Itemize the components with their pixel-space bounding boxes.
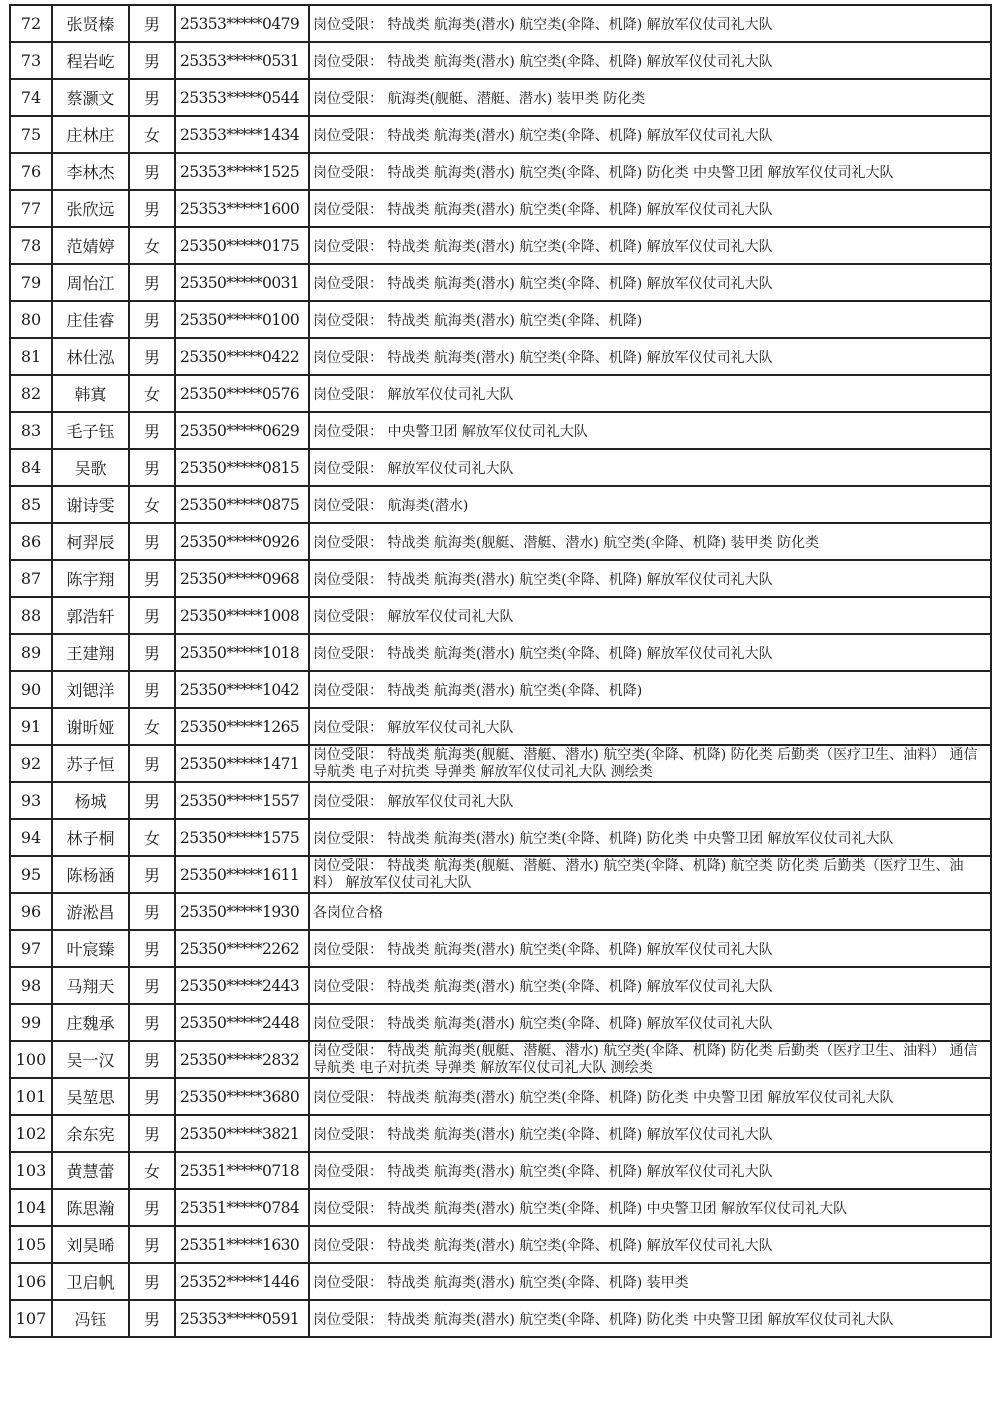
table-row bbox=[10, 1004, 991, 1041]
id-number: 25350*****2832 bbox=[175, 1041, 309, 1078]
table-row bbox=[10, 227, 991, 264]
restriction-remark: 岗位受限： 特战类 航海类(舰艇、潜艇、潜水) 航空类(伞降、机降) 防化类 后勤类（医疗卫生、油料） 通信导航类 电子对抗类 导弹类 解放军仪仗司礼大队 测绘类 bbox=[309, 745, 991, 782]
restriction-remark: 岗位受限： 特战类 航海类(潜水) 航空类(伞降、机降) 防化类 中央警卫团 解放军仪仗司礼大队 bbox=[309, 819, 991, 856]
person-sex: 男 bbox=[129, 5, 175, 42]
person-name: 吴堃思 bbox=[52, 1078, 129, 1115]
person-name: 冯钰 bbox=[52, 1300, 129, 1337]
id-number: 25351*****0718 bbox=[175, 1152, 309, 1189]
table-row bbox=[10, 930, 991, 967]
table-row bbox=[10, 671, 991, 708]
id-number: 25350*****2443 bbox=[175, 967, 309, 1004]
table-row bbox=[10, 5, 991, 42]
restriction-remark: 岗位受限： 特战类 航海类(潜水) 航空类(伞降、机降) 解放军仪仗司礼大队 bbox=[309, 338, 991, 375]
table-row bbox=[10, 967, 991, 1004]
results-table bbox=[9, 4, 992, 1338]
table-row bbox=[10, 1078, 991, 1115]
row-number: 103 bbox=[10, 1152, 52, 1189]
row-number: 106 bbox=[10, 1263, 52, 1300]
person-name: 杨城 bbox=[52, 782, 129, 819]
restriction-remark: 岗位受限： 特战类 航海类(潜水) 航空类(伞降、机降) 解放军仪仗司礼大队 bbox=[309, 264, 991, 301]
id-number: 25350*****1008 bbox=[175, 597, 309, 634]
row-number: 81 bbox=[10, 338, 52, 375]
restriction-remark: 岗位受限： 航海类(潜水) bbox=[309, 486, 991, 523]
person-sex: 男 bbox=[129, 893, 175, 930]
row-number: 102 bbox=[10, 1115, 52, 1152]
table-row bbox=[10, 560, 991, 597]
row-number: 99 bbox=[10, 1004, 52, 1041]
restriction-remark: 岗位受限： 特战类 航海类(舰艇、潜艇、潜水) 航空类(伞降、机降) 航空类 防化类 后勤类（医疗卫生、油料） 解放军仪仗司礼大队 bbox=[309, 856, 991, 893]
table-row bbox=[10, 1263, 991, 1300]
person-name: 柯羿辰 bbox=[52, 523, 129, 560]
restriction-remark: 岗位受限： 特战类 航海类(潜水) 航空类(伞降、机降) 解放军仪仗司礼大队 bbox=[309, 1004, 991, 1041]
restriction-remark: 岗位受限： 特战类 航海类(潜水) 航空类(伞降、机降) 解放军仪仗司礼大队 bbox=[309, 190, 991, 227]
person-name: 黄慧蕾 bbox=[52, 1152, 129, 1189]
table-row bbox=[10, 153, 991, 190]
id-number: 25350*****0100 bbox=[175, 301, 309, 338]
id-number: 25350*****0422 bbox=[175, 338, 309, 375]
person-name: 范婧婷 bbox=[52, 227, 129, 264]
person-sex: 男 bbox=[129, 1263, 175, 1300]
table-row bbox=[10, 1300, 991, 1337]
id-number: 25353*****1600 bbox=[175, 190, 309, 227]
restriction-remark: 岗位受限： 特战类 航海类(潜水) 航空类(伞降、机降) 解放军仪仗司礼大队 bbox=[309, 1152, 991, 1189]
person-name: 林子桐 bbox=[52, 819, 129, 856]
row-number: 100 bbox=[10, 1041, 52, 1078]
row-number: 87 bbox=[10, 560, 52, 597]
id-number: 25353*****0591 bbox=[175, 1300, 309, 1337]
person-name: 郭浩轩 bbox=[52, 597, 129, 634]
row-number: 105 bbox=[10, 1226, 52, 1263]
restriction-remark: 岗位受限： 特战类 航海类(潜水) 航空类(伞降、机降) bbox=[309, 301, 991, 338]
row-number: 88 bbox=[10, 597, 52, 634]
row-number: 79 bbox=[10, 264, 52, 301]
restriction-remark: 岗位受限： 解放军仪仗司礼大队 bbox=[309, 782, 991, 819]
table-row bbox=[10, 412, 991, 449]
row-number: 77 bbox=[10, 190, 52, 227]
restriction-remark: 岗位受限： 特战类 航海类(潜水) 航空类(伞降、机降) 解放军仪仗司礼大队 bbox=[309, 1226, 991, 1263]
person-name: 蔡灏文 bbox=[52, 79, 129, 116]
person-sex: 男 bbox=[129, 264, 175, 301]
table-row bbox=[10, 523, 991, 560]
id-number: 25353*****0544 bbox=[175, 79, 309, 116]
person-sex: 男 bbox=[129, 856, 175, 893]
id-number: 25350*****0175 bbox=[175, 227, 309, 264]
person-sex: 男 bbox=[129, 1189, 175, 1226]
person-name: 王建翔 bbox=[52, 634, 129, 671]
restriction-remark: 岗位受限： 特战类 航海类(潜水) 航空类(伞降、机降) 防化类 中央警卫团 解放军仪仗司礼大队 bbox=[309, 1300, 991, 1337]
table-row bbox=[10, 893, 991, 930]
row-number: 80 bbox=[10, 301, 52, 338]
person-sex: 男 bbox=[129, 1115, 175, 1152]
restriction-remark: 岗位受限： 特战类 航海类(潜水) 航空类(伞降、机降) 解放军仪仗司礼大队 bbox=[309, 930, 991, 967]
person-name: 庄魏承 bbox=[52, 1004, 129, 1041]
id-number: 25353*****1434 bbox=[175, 116, 309, 153]
person-sex: 男 bbox=[129, 42, 175, 79]
person-sex: 男 bbox=[129, 782, 175, 819]
person-sex: 男 bbox=[129, 560, 175, 597]
row-number: 96 bbox=[10, 893, 52, 930]
person-sex: 女 bbox=[129, 486, 175, 523]
restriction-remark: 各岗位合格 bbox=[309, 893, 991, 930]
row-number: 84 bbox=[10, 449, 52, 486]
person-name: 程岩屹 bbox=[52, 42, 129, 79]
person-name: 苏子恒 bbox=[52, 745, 129, 782]
person-sex: 男 bbox=[129, 412, 175, 449]
table-row bbox=[10, 79, 991, 116]
person-name: 李林杰 bbox=[52, 153, 129, 190]
row-number: 86 bbox=[10, 523, 52, 560]
id-number: 25352*****1446 bbox=[175, 1263, 309, 1300]
person-sex: 女 bbox=[129, 819, 175, 856]
id-number: 25350*****3821 bbox=[175, 1115, 309, 1152]
person-sex: 男 bbox=[129, 1041, 175, 1078]
id-number: 25350*****1557 bbox=[175, 782, 309, 819]
restriction-remark: 岗位受限： 特战类 航海类(潜水) 航空类(伞降、机降) 防化类 中央警卫团 解放军仪仗司礼大队 bbox=[309, 153, 991, 190]
person-name: 谢昕娅 bbox=[52, 708, 129, 745]
restriction-remark: 岗位受限： 特战类 航海类(潜水) 航空类(伞降、机降) 解放军仪仗司礼大队 bbox=[309, 42, 991, 79]
person-sex: 女 bbox=[129, 116, 175, 153]
table-row bbox=[10, 42, 991, 79]
person-name: 余东宪 bbox=[52, 1115, 129, 1152]
person-sex: 男 bbox=[129, 449, 175, 486]
person-sex: 男 bbox=[129, 1078, 175, 1115]
row-number: 101 bbox=[10, 1078, 52, 1115]
restriction-remark: 岗位受限： 特战类 航海类(潜水) 航空类(伞降、机降) 解放军仪仗司礼大队 bbox=[309, 5, 991, 42]
row-number: 73 bbox=[10, 42, 52, 79]
person-name: 庄林庄 bbox=[52, 116, 129, 153]
person-sex: 男 bbox=[129, 745, 175, 782]
restriction-remark: 岗位受限： 中央警卫团 解放军仪仗司礼大队 bbox=[309, 412, 991, 449]
person-name: 陈杨涵 bbox=[52, 856, 129, 893]
id-number: 25350*****1930 bbox=[175, 893, 309, 930]
table-row bbox=[10, 375, 991, 412]
person-sex: 女 bbox=[129, 375, 175, 412]
id-number: 25350*****2262 bbox=[175, 930, 309, 967]
row-number: 93 bbox=[10, 782, 52, 819]
person-name: 周怡江 bbox=[52, 264, 129, 301]
restriction-remark: 岗位受限： 特战类 航海类(潜水) 航空类(伞降、机降) bbox=[309, 671, 991, 708]
person-name: 卫启帆 bbox=[52, 1263, 129, 1300]
person-name: 张欣远 bbox=[52, 190, 129, 227]
person-sex: 男 bbox=[129, 597, 175, 634]
restriction-remark: 岗位受限： 解放军仪仗司礼大队 bbox=[309, 597, 991, 634]
person-name: 游淞昌 bbox=[52, 893, 129, 930]
table-row bbox=[10, 856, 991, 893]
id-number: 25353*****0531 bbox=[175, 42, 309, 79]
person-name: 陈宇翔 bbox=[52, 560, 129, 597]
table-row bbox=[10, 819, 991, 856]
row-number: 91 bbox=[10, 708, 52, 745]
id-number: 25350*****1265 bbox=[175, 708, 309, 745]
restriction-remark: 岗位受限： 解放军仪仗司礼大队 bbox=[309, 708, 991, 745]
person-sex: 男 bbox=[129, 79, 175, 116]
person-name: 张贤榛 bbox=[52, 5, 129, 42]
table-row bbox=[10, 1189, 991, 1226]
row-number: 90 bbox=[10, 671, 52, 708]
table-row bbox=[10, 338, 991, 375]
id-number: 25350*****0926 bbox=[175, 523, 309, 560]
restriction-remark: 岗位受限： 特战类 航海类(潜水) 航空类(伞降、机降) 解放军仪仗司礼大队 bbox=[309, 967, 991, 1004]
restriction-remark: 岗位受限： 特战类 航海类(潜水) 航空类(伞降、机降) 解放军仪仗司礼大队 bbox=[309, 560, 991, 597]
restriction-remark: 岗位受限： 解放军仪仗司礼大队 bbox=[309, 375, 991, 412]
table-row bbox=[10, 708, 991, 745]
restriction-remark: 岗位受限： 特战类 航海类(潜水) 航空类(伞降、机降) 解放军仪仗司礼大队 bbox=[309, 634, 991, 671]
person-name: 韩寘 bbox=[52, 375, 129, 412]
person-sex: 男 bbox=[129, 930, 175, 967]
id-number: 25350*****0815 bbox=[175, 449, 309, 486]
row-number: 76 bbox=[10, 153, 52, 190]
restriction-remark: 岗位受限： 特战类 航海类(潜水) 航空类(伞降、机降) 中央警卫团 解放军仪仗司礼大队 bbox=[309, 1189, 991, 1226]
person-name: 陈思瀚 bbox=[52, 1189, 129, 1226]
person-sex: 女 bbox=[129, 1152, 175, 1189]
person-name: 毛子钰 bbox=[52, 412, 129, 449]
id-number: 25350*****1575 bbox=[175, 819, 309, 856]
row-number: 95 bbox=[10, 856, 52, 893]
row-number: 82 bbox=[10, 375, 52, 412]
table-row bbox=[10, 597, 991, 634]
id-number: 25350*****1042 bbox=[175, 671, 309, 708]
person-sex: 男 bbox=[129, 967, 175, 1004]
table-row bbox=[10, 486, 991, 523]
person-sex: 男 bbox=[129, 153, 175, 190]
row-number: 94 bbox=[10, 819, 52, 856]
person-name: 林仕泓 bbox=[52, 338, 129, 375]
restriction-remark: 岗位受限： 特战类 航海类(潜水) 航空类(伞降、机降) 解放军仪仗司礼大队 bbox=[309, 227, 991, 264]
person-sex: 男 bbox=[129, 1300, 175, 1337]
id-number: 25350*****1471 bbox=[175, 745, 309, 782]
table-row bbox=[10, 264, 991, 301]
table-row bbox=[10, 190, 991, 227]
row-number: 83 bbox=[10, 412, 52, 449]
row-number: 97 bbox=[10, 930, 52, 967]
id-number: 25350*****0968 bbox=[175, 560, 309, 597]
id-number: 25350*****2448 bbox=[175, 1004, 309, 1041]
person-name: 马翔天 bbox=[52, 967, 129, 1004]
id-number: 25350*****1611 bbox=[175, 856, 309, 893]
table-row bbox=[10, 1041, 991, 1078]
restriction-remark: 岗位受限： 特战类 航海类(潜水) 航空类(伞降、机降) 解放军仪仗司礼大队 bbox=[309, 1115, 991, 1152]
table-row bbox=[10, 301, 991, 338]
table-row bbox=[10, 116, 991, 153]
person-name: 吴歌 bbox=[52, 449, 129, 486]
restriction-remark: 岗位受限： 航海类(舰艇、潜艇、潜水) 装甲类 防化类 bbox=[309, 79, 991, 116]
person-sex: 男 bbox=[129, 634, 175, 671]
person-name: 刘昊晞 bbox=[52, 1226, 129, 1263]
restriction-remark: 岗位受限： 特战类 航海类(舰艇、潜艇、潜水) 航空类(伞降、机降) 防化类 后勤类（医疗卫生、油料） 通信导航类 电子对抗类 导弹类 解放军仪仗司礼大队 测绘类 bbox=[309, 1041, 991, 1078]
table-row bbox=[10, 1152, 991, 1189]
id-number: 25351*****1630 bbox=[175, 1226, 309, 1263]
person-sex: 男 bbox=[129, 338, 175, 375]
id-number: 25350*****3680 bbox=[175, 1078, 309, 1115]
person-sex: 男 bbox=[129, 1004, 175, 1041]
person-sex: 男 bbox=[129, 1226, 175, 1263]
person-sex: 男 bbox=[129, 190, 175, 227]
id-number: 25350*****0031 bbox=[175, 264, 309, 301]
restriction-remark: 岗位受限： 特战类 航海类(潜水) 航空类(伞降、机降) 防化类 中央警卫团 解放军仪仗司礼大队 bbox=[309, 1078, 991, 1115]
row-number: 85 bbox=[10, 486, 52, 523]
person-name: 庄佳睿 bbox=[52, 301, 129, 338]
table-row bbox=[10, 1226, 991, 1263]
restriction-remark: 岗位受限： 特战类 航海类(舰艇、潜艇、潜水) 航空类(伞降、机降) 装甲类 防化类 bbox=[309, 523, 991, 560]
person-name: 叶宸臻 bbox=[52, 930, 129, 967]
id-number: 25353*****1525 bbox=[175, 153, 309, 190]
row-number: 104 bbox=[10, 1189, 52, 1226]
id-number: 25351*****0784 bbox=[175, 1189, 309, 1226]
person-name: 刘锶洋 bbox=[52, 671, 129, 708]
table-row bbox=[10, 1115, 991, 1152]
row-number: 74 bbox=[10, 79, 52, 116]
person-sex: 男 bbox=[129, 301, 175, 338]
person-name: 吴一汉 bbox=[52, 1041, 129, 1078]
row-number: 72 bbox=[10, 5, 52, 42]
id-number: 25353*****0479 bbox=[175, 5, 309, 42]
person-sex: 男 bbox=[129, 671, 175, 708]
row-number: 92 bbox=[10, 745, 52, 782]
row-number: 98 bbox=[10, 967, 52, 1004]
table-row bbox=[10, 782, 991, 819]
row-number: 75 bbox=[10, 116, 52, 153]
person-sex: 男 bbox=[129, 523, 175, 560]
row-number: 107 bbox=[10, 1300, 52, 1337]
id-number: 25350*****0629 bbox=[175, 412, 309, 449]
id-number: 25350*****0576 bbox=[175, 375, 309, 412]
table-row bbox=[10, 449, 991, 486]
restriction-remark: 岗位受限： 解放军仪仗司礼大队 bbox=[309, 449, 991, 486]
person-name: 谢诗雯 bbox=[52, 486, 129, 523]
person-sex: 女 bbox=[129, 708, 175, 745]
restriction-remark: 岗位受限： 特战类 航海类(潜水) 航空类(伞降、机降) 装甲类 bbox=[309, 1263, 991, 1300]
row-number: 78 bbox=[10, 227, 52, 264]
results-table-body bbox=[10, 5, 991, 1337]
table-row bbox=[10, 634, 991, 671]
id-number: 25350*****0875 bbox=[175, 486, 309, 523]
restriction-remark: 岗位受限： 特战类 航海类(潜水) 航空类(伞降、机降) 解放军仪仗司礼大队 bbox=[309, 116, 991, 153]
table-row bbox=[10, 745, 991, 782]
id-number: 25350*****1018 bbox=[175, 634, 309, 671]
row-number: 89 bbox=[10, 634, 52, 671]
person-sex: 女 bbox=[129, 227, 175, 264]
